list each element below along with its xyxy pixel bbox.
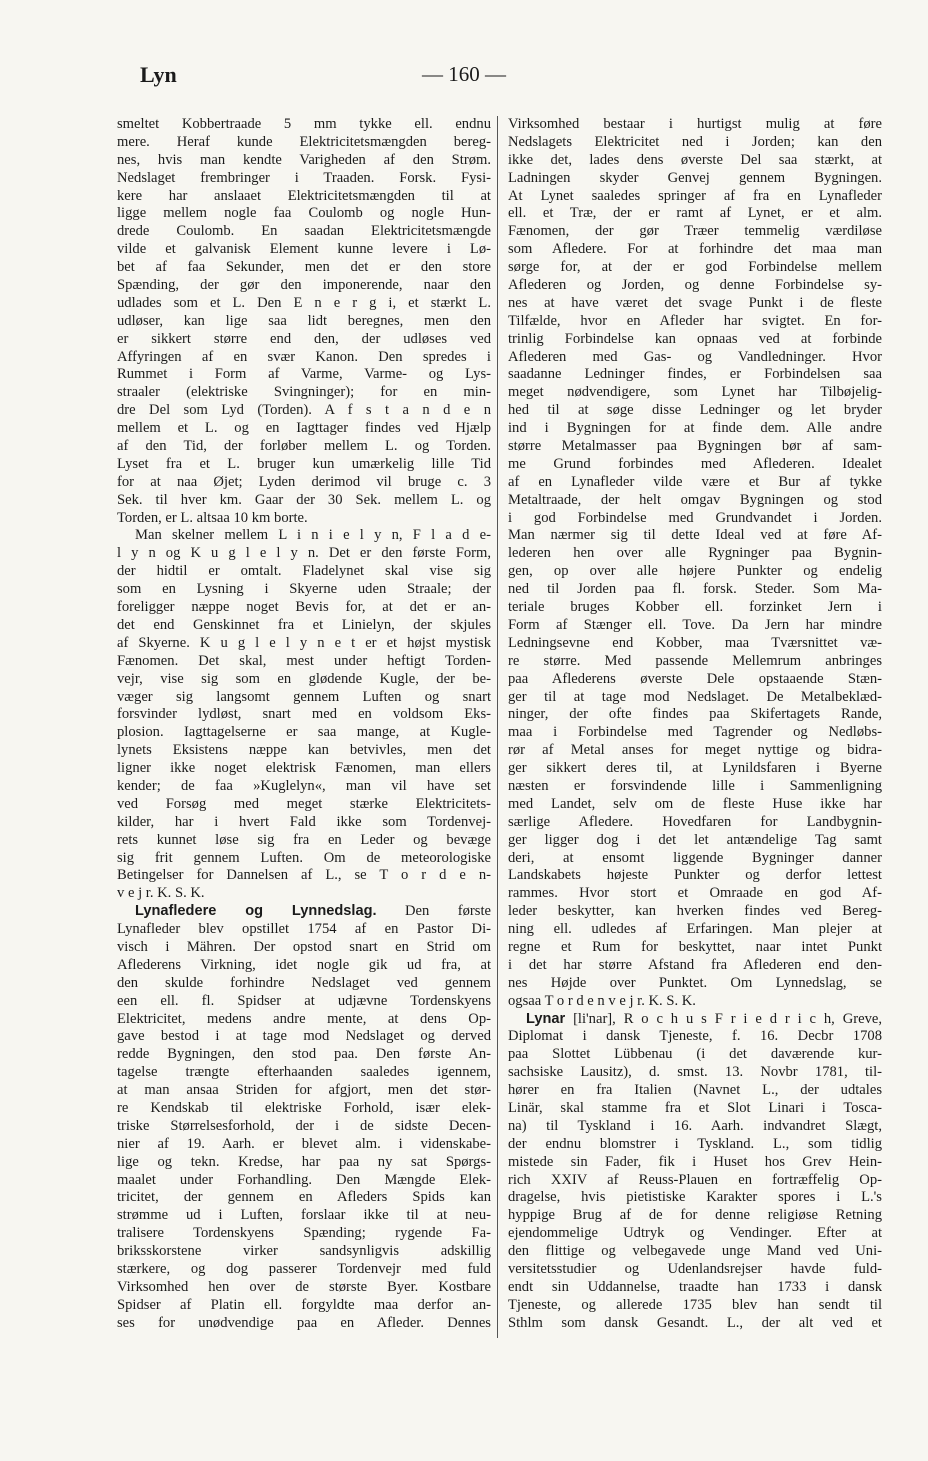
text-line: Form af Stænger ell. Tove. Da Jern har mindre (508, 616, 882, 633)
text-line: l y n og K u g l e l y n. Det er den første Form, (117, 545, 491, 562)
text-line: tagelse trængte efterhaanden saaledes igennem, (117, 1064, 491, 1081)
text-line: sig frit gennem Luften. Om de meteorologiske (117, 849, 491, 866)
text-line: væger sig langsomt gennem Luften og snart (117, 688, 491, 705)
text-line: versitetsstudier og Udenlandsrejser havde fuld- (508, 1261, 882, 1277)
text-line: ned til Jorden paa fl. forsk. Steder. Som Ma- (508, 581, 882, 598)
text-line: næsten er forsvindende lille i Sammenligning (508, 777, 882, 794)
text-line: hører en fra Italien (Navnet L., der udtales (508, 1082, 882, 1099)
text-line: dre Del som Lyd (Torden). A f s t a n d e n (117, 402, 491, 419)
text-line: bet af faa Sekunder, men det er den store (117, 259, 491, 276)
text-line: hed til at søge disse Ledninger og let bryder (508, 402, 882, 419)
text-line: forsvinder lydløst, snart med en voldsom Eks- (117, 706, 491, 723)
text-line: Sek. til hver km. Gaar der 30 Sek. mellem L. og (117, 491, 491, 508)
text-line: sørge for, at der er god Forbindelse mellem (508, 259, 882, 276)
text-line: briksskorstene virker sandsynligvis adskillig (117, 1243, 491, 1260)
text-line: ligge mellem nogle faa Coulomb og nogle Hun- (117, 205, 491, 222)
text-line: ejendommelige Udtryk og Vendinger. Efter at (508, 1225, 882, 1242)
text-line: af Skyerne. K u g l e l y n e t er et højst mystisk (117, 634, 491, 651)
text-line: Nedslaget frembringer i Traaden. Forsk. Fysi- (117, 169, 491, 186)
text-line: re Kendskab til elektriske Forhold, især elek- (117, 1099, 491, 1116)
text-line: ved Forsøg med meget stærke Elektricitets- (117, 795, 491, 812)
text-line: Lynafledere og Lynnedslag. Den første (135, 903, 491, 920)
text-line: mellem et L. og en Iagttager findes ved Hjælp (117, 420, 491, 437)
text-line: Metaltraade, der helt omgav Bygningen og stod (508, 491, 882, 508)
text-line: ell. et Træ, der er ramt af Lynet, er et alm. (508, 205, 882, 222)
text-line: saadanne Ledninger findes, er Forbindelsen saa (508, 366, 882, 383)
left-text-column (117, 116, 491, 1333)
text-line: drede Coulomb. En saadan Elektricitetsmængde (117, 223, 491, 240)
text-line: mere. Heraf kunde Elektricitetsmængden bereg- (117, 133, 491, 150)
text-line: At Lynet saaledes springer af fra en Lynafleder (508, 187, 882, 204)
text-line: Elektricitet, medens andre mente, at dens Op- (117, 1010, 491, 1027)
text-line: ikke det, lades dens øverste Del saa stærkt, at (508, 151, 882, 168)
text-line: særlige Afledere. Hovedfaren for Landbygnin- (508, 813, 882, 830)
text-line: den skulde forhindre Nedslaget ved gennem (117, 974, 491, 991)
text-line: det end Genskinnet fra et Linielyn, der skjules (117, 616, 491, 633)
text-line: Rummet i Form af Varme, Varme- og Lys- (117, 366, 491, 383)
text-line: Virksomhed bestaar i hurtigst mulig at føre (508, 116, 882, 132)
page-header (0, 62, 928, 92)
text-line: ger til at tage mod Nedslaget. De Metalbeklæd- (508, 688, 882, 705)
text-line: Spidser af Platin ell. forgyldte maa derfor an- (117, 1296, 491, 1313)
text-line: Fænomen, der gør Træer temmelig værdiløse (508, 223, 882, 240)
text-line: lynets Eksistens næppe kan betvivles, men det (117, 742, 491, 759)
text-line: Tilfælde, hvor en Afleder har svigtet. En for- (508, 312, 882, 329)
text-line: Linär, skal stamme fra et Slot Linari i Tosca- (508, 1099, 882, 1116)
text-line: sachsiske Lausitz), d. smst. 13. Novbr 1781, til- (508, 1064, 882, 1081)
text-line: vilde et galvanisk Element kunne levere i Lø- (117, 241, 491, 258)
text-line: Aflederen med Gas- og Vandledninger. Hvor (508, 348, 882, 365)
text-line: udløser, kan lige saa lidt beregnes, men den (117, 312, 491, 329)
text-line: nes, hvis man kendte Varigheden af den Strøm. (117, 151, 491, 168)
text-line: af en Lynafleder vilde være et Bur af tykke (508, 473, 882, 490)
text-line: Lyset fra et L. bruger kun umærkelig lille Tid (117, 455, 491, 472)
text-line: Tjeneste, og allerede 1735 blev han sendt til (508, 1296, 882, 1313)
text-line: triske Størrelsesforhold, der i de sidste Decen- (117, 1117, 491, 1134)
text-line: foreligger næppe noget Bevis for, at det er an- (117, 599, 491, 616)
text-line: i god Forbindelse med Grundvandet i Jorden. (508, 509, 882, 526)
text-line: kender; de faa »Kuglelyn«, man vil have set (117, 777, 491, 794)
text-line: Diplomat i dansk Tjeneste, f. 16. Decbr 1708 (508, 1028, 882, 1045)
text-line: ger ligger dog i det let antændelige Tag samt (508, 831, 882, 848)
text-line: rammes. Hvor stort et Omraade en god Af- (508, 885, 882, 902)
column-divider (497, 116, 498, 1338)
text-line: meget nødvendigere, som Lynet har Tilbøjelig- (508, 384, 882, 401)
text-line: Nedslagets Elektricitet ned i Jorden; kan den (508, 133, 882, 150)
text-line: gen, op over alle højere Punkter og endelig (508, 563, 882, 580)
text-line: ligner ikke noget elektrisk Fænomen, man ellers (117, 760, 491, 777)
text-line: Man nærmer sig til dette Ideal ved at føre Af- (508, 527, 882, 544)
text-line: som en Lysning i Skyerne uden Straale; der (117, 581, 491, 598)
text-line: som Afledere. For at forhindre det maa man (508, 241, 882, 258)
text-line: visch i Mähren. Der opstod snart en Strid om (117, 938, 491, 955)
text-line: tralisere Tordenskyens Spænding; rygende Fa- (117, 1225, 491, 1242)
text-line: Ladningen skyder Genvej gennem Bygningen. (508, 169, 882, 186)
text-line: gave bestod i at tage mod Nedslaget og derved (117, 1028, 491, 1045)
text-line: v e j r. K. S. K. (117, 885, 205, 902)
text-line: for at naa Øjet; Lyden derimod vil bruge c. 3 (117, 473, 491, 490)
text-line: paa Slottet Lübbenau (i det daværende kur- (508, 1046, 882, 1063)
text-line: i det har større Afstand fra Aflederen end den- (508, 956, 882, 973)
text-line: større Metalmasser paa Bygningen bør af sam- (508, 438, 882, 455)
text-line: maalet under Forhandling. Den Mængde Elek- (117, 1171, 491, 1188)
text-line: nes at have været det svage Punkt i de fleste (508, 294, 882, 311)
text-line: Sthlm som dansk Gesandt. L., der alt ved et (508, 1314, 882, 1331)
text-line: me Grund forbindes med Aflederen. Idealet (508, 455, 882, 472)
text-line: hyppige Brug af de for denne religiøse Retning (508, 1207, 882, 1224)
text-line: Lynafleder blev opstillet 1754 af en Pastor Di- (117, 921, 491, 938)
text-line: ses for unødvendige paa en Afleder. Dennes (117, 1314, 491, 1331)
text-line: med Landet, selv om de fleste Huse ikke har (508, 795, 882, 812)
text-line: udlades som et L. Den E n e r g i, et stærkt L. (117, 294, 491, 311)
text-line: re større. Med passende Mellemrum anbringes (508, 652, 882, 669)
text-line: Torden, er L. altsaa 10 km borte. (117, 509, 308, 526)
text-line: smeltet Kobbertraade 5 mm tykke ell. endnu (117, 116, 491, 132)
running-headword: Lyn (140, 62, 177, 87)
text-line: der endnu blomstrer i Tyskland. L., som tidlig (508, 1135, 882, 1152)
text-line: tricitet, der gennem en Afleders Spids kan (117, 1189, 491, 1206)
text-line: Lynar [li'nar], R o c h u s F r i e d r i c h, Greve, (526, 1010, 882, 1027)
text-line: straaler (elektriske Svingninger); for en min- (117, 384, 491, 401)
text-line: Fænomen. Det skal, mest under heftigt Torden- (117, 652, 491, 669)
text-line: af den Tid, der forløber mellem L. og Torden. (117, 438, 491, 455)
text-line: rør af Metal anses for meget nyttige og bidra- (508, 742, 882, 759)
text-line: Virksomhed hen over de største Byer. Kostbare (117, 1278, 491, 1295)
text-line: Betingelser for Dannelsen af L., se T o r d e n- (117, 867, 491, 884)
text-line: leder beskytter, kan hverken findes ved Bereg- (508, 903, 882, 920)
text-line: stærkere, og dog passerer Tordenvejr med fuld (117, 1261, 491, 1277)
text-line: rets kunnet løse sig fra en Leder og bevæge (117, 831, 491, 848)
text-line: Spænding, der gør den imponerende, naar den (117, 277, 491, 294)
text-line: dragelse, hvis pietistiske Karakter spores i L.'s (508, 1189, 882, 1206)
text-line: regne et Rum for beskyttet, naar intet Punkt (508, 938, 882, 955)
text-line: lige og tekn. Kredse, har paa ny sat Spørgs- (117, 1153, 491, 1170)
text-line: nier af 19. Aarh. er blevet alm. i videnskabe- (117, 1135, 491, 1152)
text-line: mistede sin Fader, fik i Huset hos Grev Hein- (508, 1153, 882, 1170)
text-line: ninger, der ofte findes paa Skifertagets Rande, (508, 706, 882, 723)
text-line: Man skelner mellem L i n i e l y n, F l a d e- (135, 527, 491, 544)
text-line: trinlig Forbindelse kan opnaas ved at forbinde (508, 330, 882, 347)
text-line: Aflederen og Jorden, og denne Forbindelse sy- (508, 277, 882, 294)
text-line: Landskabets højeste Punkter og derfor lettest (508, 867, 882, 884)
text-line: lederen hen over alle Rygninger paa Bygnin- (508, 545, 882, 562)
text-line: at man ansaa Striden for afgjort, men det stør- (117, 1082, 491, 1099)
page-number: — 160 — (422, 62, 506, 86)
right-text-column (508, 116, 882, 1333)
text-line: Affyringen af en svær Kanon. Den spredes i (117, 348, 491, 365)
text-line: kilder, har i hvert Fald ikke som Tordenvej- (117, 813, 491, 830)
text-line: redde Bygningen, den stod paa. Den første An- (117, 1046, 491, 1063)
text-line: kere har anslaaet Elektricitetsmængden til at (117, 187, 491, 204)
text-line: een ell. fl. Spidser at udjævne Tordenskyens (117, 992, 491, 1009)
text-line: ger sikkert deres til, at Lynildsfaren i Byerne (508, 760, 882, 777)
text-line: er sikkert større end den, der udløses ved (117, 330, 491, 347)
text-line: strømme ud i Luften, forslaar ikke til at neu- (117, 1207, 491, 1224)
text-line: na) til Tyskland i 16. Aarh. indvandret Slægt, (508, 1117, 882, 1134)
text-line: ning ell. udledes af Erfaringen. Man plejer at (508, 921, 882, 938)
text-line: den flittige og velbegavede unge Mand ved Uni- (508, 1243, 882, 1260)
text-line: rich XXIV af Reuss-Plauen en fortræffelig Op- (508, 1171, 882, 1188)
text-line: ogsaa T o r d e n v e j r. K. S. K. (508, 992, 696, 1009)
text-line: ind i Bygningen for at finde dem. Alle andre (508, 420, 882, 437)
text-line: maa i Forbindelse med Tagrender og Nedløbs- (508, 724, 882, 741)
text-line: Aflederens Virkning, idet nogle gik ud fra, at (117, 956, 491, 973)
text-line: paa Aflederens øverste Dele opstaaende Stæn- (508, 670, 882, 687)
text-line: vejr, vise sig som en glødende Kugle, der be- (117, 670, 491, 687)
text-line: endt sin Uddannelse, traadte han 1733 i dansk (508, 1278, 882, 1295)
text-line: Ledningsevne end Kobber, maa Tværsnittet væ- (508, 634, 882, 651)
text-line: teriale bruges Kobber ell. forzinket Jern i (508, 599, 882, 616)
text-line: plosion. Iagttagelserne er saa mange, at Kugle- (117, 724, 491, 741)
text-line: nes Højde over Punktet. Om Lynnedslag, se (508, 974, 882, 991)
text-line: deri, at ensomt liggende Bygninger danner (508, 849, 882, 866)
text-line: der hidtil er omtalt. Fladelynet skal vise sig (117, 563, 491, 580)
